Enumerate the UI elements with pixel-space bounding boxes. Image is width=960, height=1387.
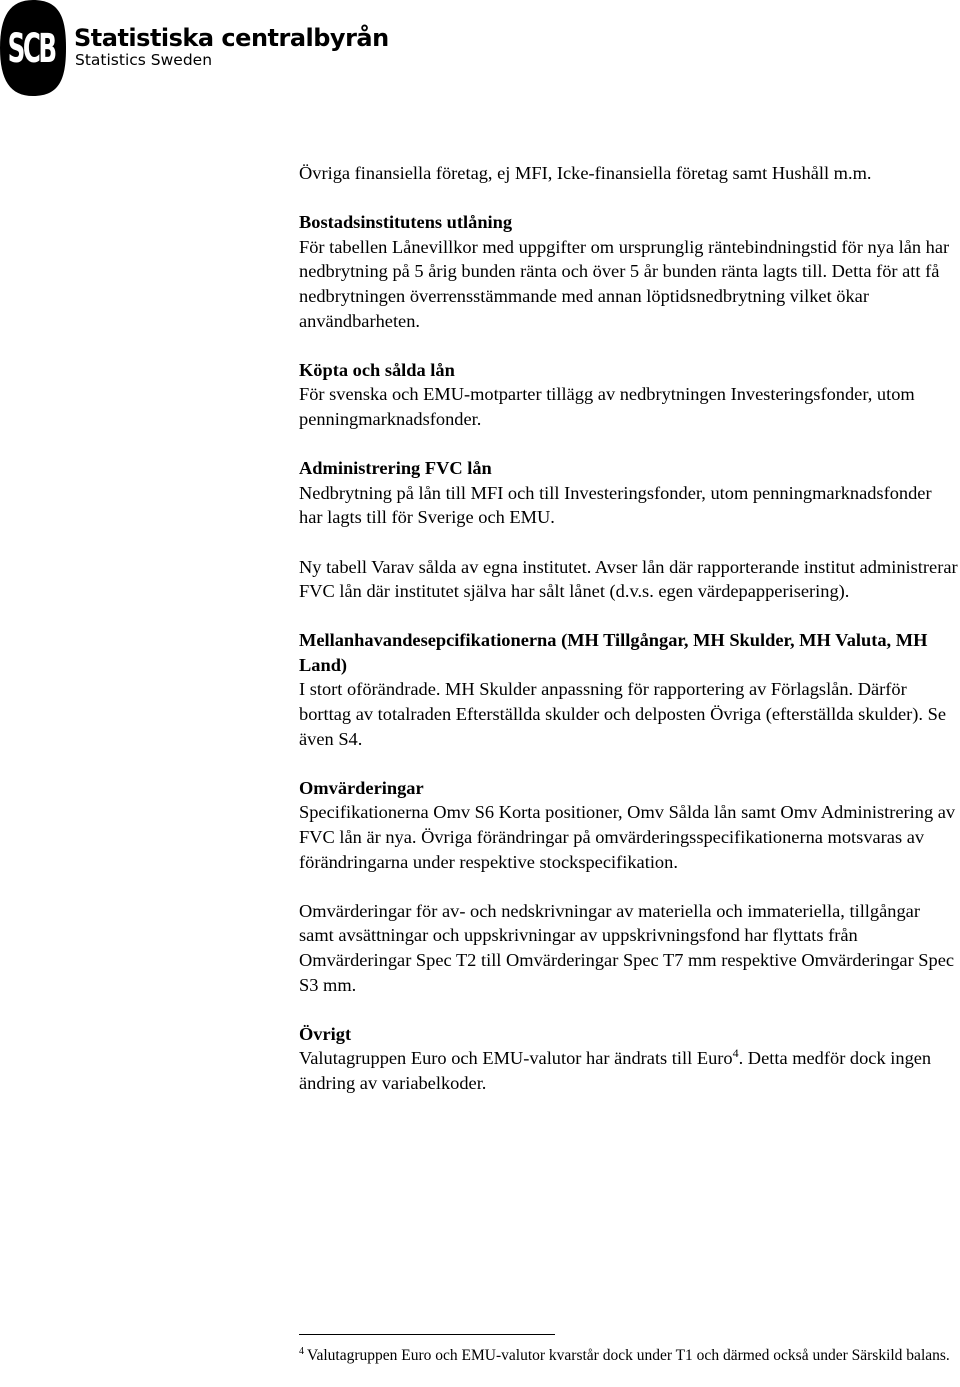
section-ovrigt <box>299 1022 959 1096</box>
section-text: För tabellen Lånevillkor med uppgifter om ursprunglig räntebindningstid för nya lån har nedbrytning på 5 årig bunden ränta och över 5 år bunden ränta lagts till. Detta för att få nedbrytningen överrensstämmande med annan löptidsnedbrytning vilket ökar användbarheten. <box>299 236 950 331</box>
org-name: Statistiska centralbyrån <box>74 24 389 52</box>
scb-logo-letters: SCB <box>7 24 55 72</box>
document-body <box>299 161 959 1120</box>
footnote-divider <box>299 1334 555 1335</box>
section-heading: Köpta och sålda lån <box>299 359 455 380</box>
section-heading: Övrigt <box>299 1023 352 1044</box>
section-admin-paragraph-2: Ny tabell Varav sålda av egna institutet. Avser lån där rapporterande institut administrerar FVC lån där institutet själva har sålt lånet (d.v.s. egen värdepapperisering). <box>299 556 958 602</box>
scb-logo <box>0 0 390 96</box>
footnote-text: Valutagruppen Euro och EMU-valutor kvarstår dock under T1 och därmed också under Särskild balans. <box>307 1347 950 1364</box>
section-text: Specifikationerna Omv S6 Korta positioner, Omv Sålda lån samt Omv Administrering av FVC lån är nya. Övriga förändringar på omvärderingsspecifikationerna motsvaras av förändringarna under respektive stockspecifikation. <box>299 802 956 872</box>
section-mellan <box>299 628 959 751</box>
section-bostad <box>299 210 959 333</box>
section-heading: Omvärderingar <box>299 777 424 798</box>
section-text: Valutagruppen Euro och EMU-valutor har ändrats till Euro <box>299 1048 733 1069</box>
section-heading: Bostadsinstitutens utlåning <box>299 212 513 233</box>
section-omv <box>299 776 959 874</box>
section-text: För svenska och EMU-motparter tillägg av nedbrytningen Investeringsfonder, utom penningmarknadsfonder. <box>299 384 915 429</box>
section-heading: Administrering FVC lån <box>299 458 492 479</box>
footnote-number: 4 <box>299 1346 304 1357</box>
section-text: Nedbrytning på lån till MFI och till Investeringsfonder, utom penningmarknadsfonder har lagts till för Sverige och EMU. <box>299 482 932 528</box>
section-kopta <box>299 358 959 432</box>
section-admin <box>299 456 959 530</box>
footnote <box>299 1346 959 1368</box>
scb-logo-mark <box>0 0 66 96</box>
section-text-continued: . Detta medför dock ingen ändring av variabelkoder. <box>299 1048 932 1093</box>
intro-paragraph: Övriga finansiella företag, ej MFI, Icke-finansiella företag samt Hushåll m.m. <box>299 163 872 183</box>
section-omv-paragraph-2: Omvärderingar för av- och nedskrivningar av materiella och immateriella, tillgångar samt avsättningar och uppskrivningar av uppskrivningsfond har flyttats från Omvärderingar Spec T2 till Omvärderingar Spec T7 mm respektive Omvärderingar Spec S3 mm. <box>299 900 955 995</box>
footnote-reference[interactable]: 4 <box>732 1046 739 1061</box>
org-subtitle: Statistics Sweden <box>75 51 213 69</box>
section-text: I stort oförändrade. MH Skulder anpassning för rapportering av Förlagslån. Därför borttag av totalraden Efterställda skulder och delposten Övriga (efterställda skulder). Se även S4. <box>299 679 947 749</box>
section-heading: Mellanhavandesepcifikationerna (MH Tillgångar, MH Skulder, MH Valuta, MH Land) <box>299 630 928 675</box>
